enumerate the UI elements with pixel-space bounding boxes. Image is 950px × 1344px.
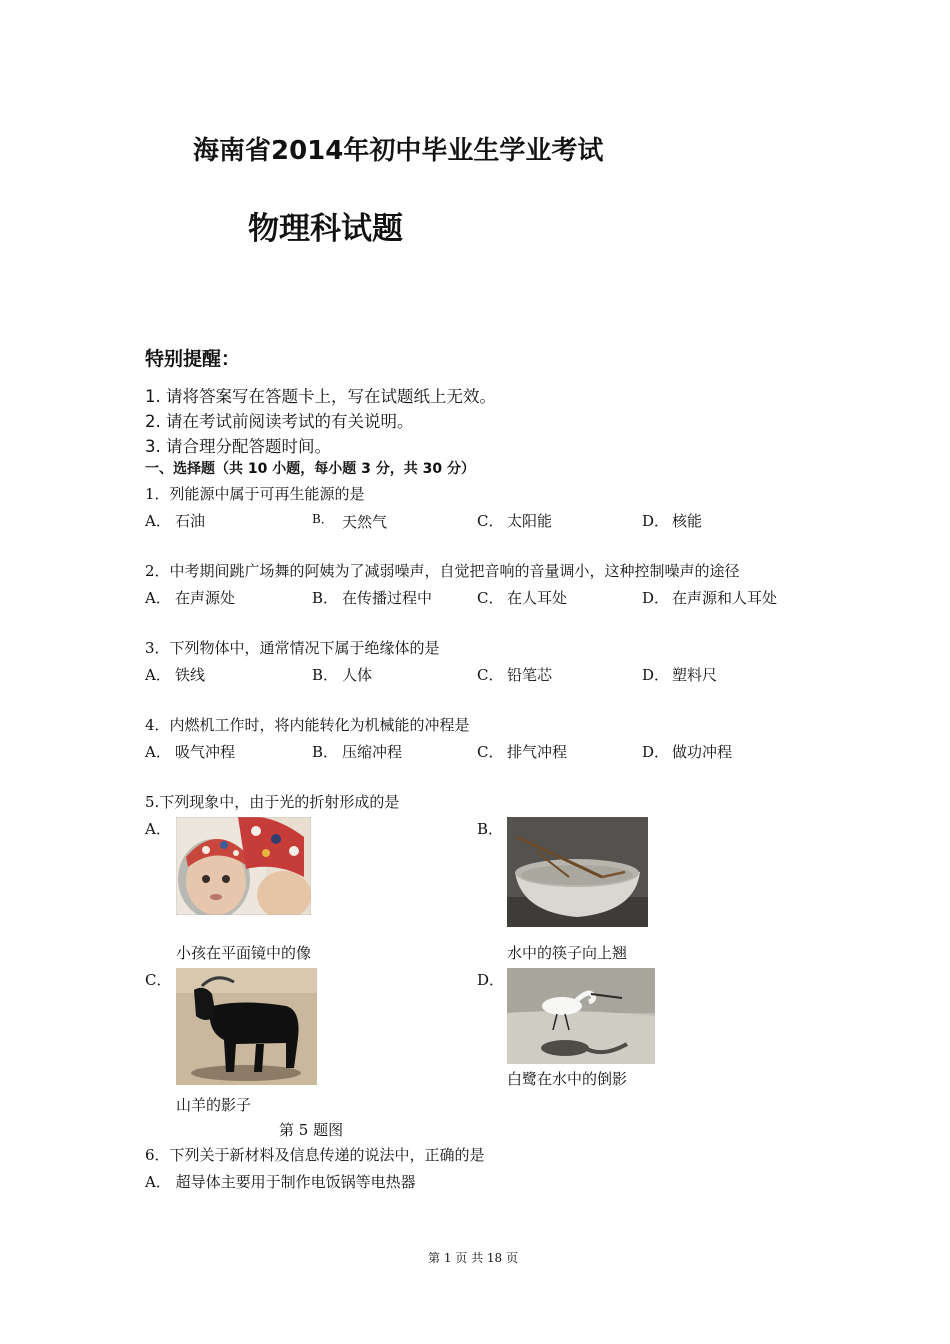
egret-photo [507,968,655,1064]
option-text: 铅笔芯 [507,666,553,684]
option-text: 排气冲程 [507,743,568,761]
option-key: A． [145,743,171,761]
option-text: 在声源和人耳处 [672,589,778,607]
option-key: D． [642,666,670,684]
option-a: A． 超导体主要用于制作电饭锅等电热器 [145,1173,416,1191]
option-key: A． [145,666,171,684]
question-stem: 2．中考期间跳广场舞的阿姨为了减弱噪声，自觉把音响的音量调小，这种控制噪声的途径 [145,562,740,580]
option-a [145,587,235,608]
option-key: B． [312,589,339,607]
option-text: 铁线 [175,666,206,684]
option-d [642,587,777,608]
option-text: 人体 [342,666,373,684]
option-text: 天然气 [342,513,388,531]
option-key: C． [477,666,504,684]
option-text: 吸气冲程 [175,743,236,761]
option-d [642,664,717,685]
option-text: 太阳能 [507,512,553,530]
option-c [477,587,567,608]
option-c [477,664,552,685]
option-a [145,741,235,762]
reminder-item: 3. 请合理分配答题时间。 [145,437,331,456]
option-b [312,741,402,762]
option-b [312,664,372,685]
section-heading: 一、选择题（共 10 小题，每小题 3 分，共 30 分） [145,461,475,477]
chopsticks-bowl-photo [507,817,648,927]
reminder-item: 1. 请将答案写在答题卡上，写在试题纸上无效。 [145,387,496,406]
option-text: 做功冲程 [672,743,733,761]
baby-mirror-photo [176,817,311,915]
question-stem: 5.下列现象中，由于光的折射形成的是 [145,793,400,811]
question-stem: 1．列能源中属于可再生能源的是 [145,485,365,503]
reminder-item: 2. 请在考试前阅读考试的有关说明。 [145,412,414,431]
figure-caption: 水中的筷子向上翘 [507,944,628,962]
option-key: B． [477,820,504,838]
option-key: D． [642,743,670,761]
option-key: B． [312,512,333,526]
option-key: B． [312,743,339,761]
option-text: 在声源处 [175,589,236,607]
figure-caption: 白鹭在水中的倒影 [507,1070,628,1088]
option-key: C． [477,512,504,530]
option-a [145,664,205,685]
question-stem: 6．下列关于新材料及信息传递的说法中，正确的是 [145,1146,485,1164]
option-text: 核能 [672,512,703,530]
option-text: 在传播过程中 [342,589,433,607]
option-text: 在人耳处 [507,589,568,607]
option-b [312,510,387,532]
option-text: 石油 [175,512,206,530]
reminder-heading: 特别提醒： [145,348,241,370]
option-key: C． [477,589,504,607]
figure-caption: 山羊的影子 [176,1096,252,1114]
option-key: D． [642,589,670,607]
option-a [145,510,205,531]
question-stem: 4．内燃机工作时，将内能转化为机械能的冲程是 [145,716,470,734]
option-d [642,741,732,762]
option-key: A． [145,512,171,530]
figure-label: 第 5 题图 [279,1121,344,1139]
option-key: A． [145,820,171,838]
option-key: D． [642,512,670,530]
goat-photo [176,968,317,1085]
subject-title: 物理科试题 [248,211,403,247]
figure-caption: 小孩在平面镜中的像 [176,944,312,962]
option-key: A． [145,589,171,607]
page-footer: 第 1 页 共 18 页 [428,1251,518,1265]
option-text: 压缩冲程 [342,743,403,761]
option-b [312,587,432,608]
option-text: 塑料尺 [672,666,718,684]
option-key: C． [477,743,504,761]
exam-title: 海南省2014年初中毕业生学业考试 [193,136,604,166]
option-d [642,510,702,531]
option-c [477,741,567,762]
option-key: B． [312,666,339,684]
option-key: C． [145,971,172,989]
option-c [477,510,552,531]
question-stem: 3．下列物体中，通常情况下属于绝缘体的是 [145,639,440,657]
option-key: D． [477,971,505,989]
